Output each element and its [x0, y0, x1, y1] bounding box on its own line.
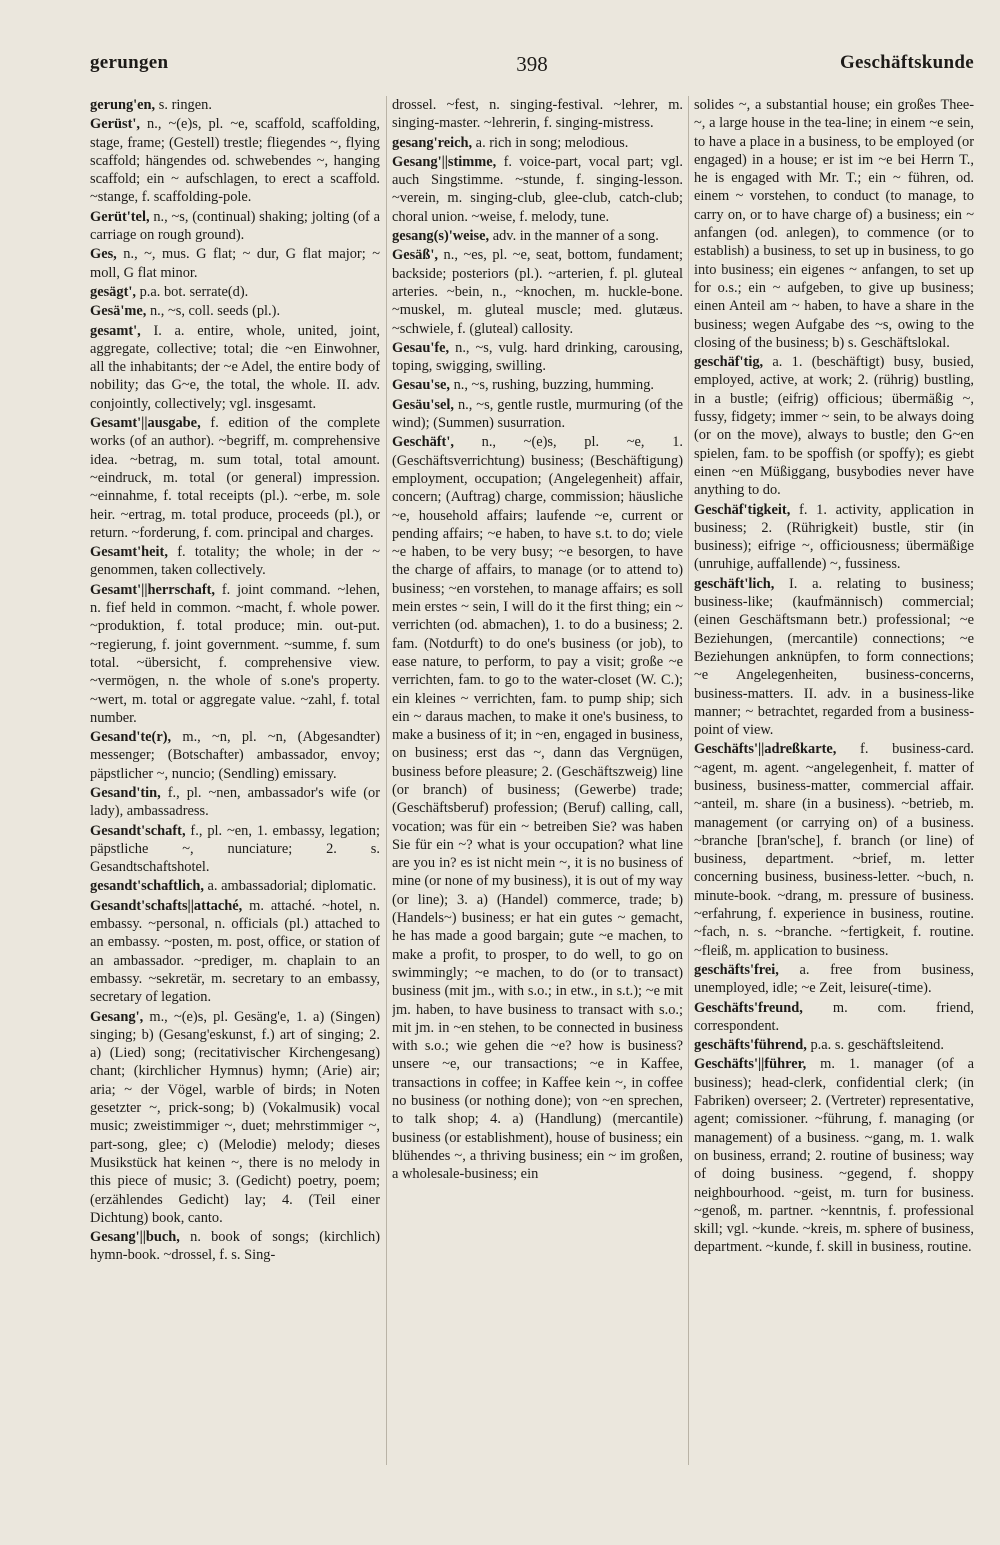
- dictionary-entry: [90, 728, 380, 783]
- entry-headword: geschäft'lich,: [694, 575, 775, 592]
- entry-definition: I. a. entire, whole, united, joint, aggregate, collective; total; die ~en Einwohner, all the inhabitants; der ~e Adel, the entire body of nobility; das G~e, the total, the whole. II. adv. conjointly, collectively; vgl. insgesamt.: [90, 322, 380, 412]
- dictionary-entry: [694, 96, 974, 352]
- dictionary-entry: [694, 999, 974, 1036]
- column-2: [392, 96, 683, 1475]
- entry-headword: Geschäf'tigkeit,: [694, 501, 791, 518]
- entry-definition: f. voice-part, vocal part; vgl. auch Singstimme. ~stunde, f. singing-lesson. ~verein, m. singing-club, glee-club, catch-club; choral union. ~weise, f. melody, tune.: [392, 153, 683, 225]
- dictionary-entry: [90, 208, 380, 245]
- column-1: [90, 96, 380, 1475]
- dictionary-entry: [392, 134, 683, 152]
- entry-headword: geschäfts'führend,: [694, 1037, 807, 1054]
- entry-definition: f. totality; the whole; in der ~ genommen, taken collectively.: [90, 544, 380, 579]
- dictionary-entry: [90, 1228, 380, 1265]
- entry-headword: Gesau'fe,: [392, 339, 450, 356]
- dictionary-entry: [90, 245, 380, 282]
- entry-definition: n., ~s, rushing, buzzing, humming.: [449, 377, 655, 394]
- entry-definition: s. ringen.: [155, 97, 212, 113]
- entry-definition: solides ~, a substantial house; ein großes Thee-~, a large house in the tea-line; in einem ~e sein, to have a place in a business, to be employed (or engaged) in a house; er ist im ~e bei Herrn T., he is engaged with Mr. T.; ein ~ führen, od. einem ~ vorstehen, to conduct (to manage, to carry on, or to have charge of) a business; ein ~ anfangen (od. anlegen), to commence (or to establish) a business, to set up in business, to go into business; ein eigenes ~ anfangen, to set up for o.s.; ein ~ aufgeben, to give up business; einen Anteil am ~ haben, to have a share in the business; wegen Aufgabe des ~s, owing to the closing of the business; b) s. Geschäftslokal.: [694, 97, 974, 351]
- dictionary-entry: [90, 581, 380, 727]
- entry-definition: n., ~(e)s, pl. ~e, 1. (Geschäftsverrichtung) business; (Beschäftigung) employment, occupation; (Angelegenheit) affair, concern; (Auftrag) charge, commission; häusliche ~e, household affairs; laufende ~e, current or pending affairs; ~e haben, to have s.t. to do; viele ~e haben, to be very busy; ~e besorgen, to have the charge of affairs, to manage (or to attend to) business; ~en vorstehen, to manage affairs; es soll mein erstes ~ sein, I will do it the first thing; ein ~ verrichten (od. abmachen), 1. to do a business; 2. fam. (Notdurft) to do one's business (or job), to ease nature, to perform, to pay a visit; große ~e verrichten, fam. to go to the water-closet (W. C.); ein kleines ~ verrichten, fam. to pump ship; sich ein ~ daraus machen, to make it one's business, to make a business of it; in ~en, engaged in business, on business; erst das ~, dann das Vergnügen, business before pleasure; 2. (Geschäftszweig) line (or branch) of business; (Gewerbe) trade; (Geschäftsberuf) profession; (Beruf) calling, call, vocation; was für ein ~ betreiben Sie? was haben Sie für ein ~? what is your occupation? what line are you in? es ist nicht mein ~, it is no business of mine (or none of my business), it is out of my way (or line); 3. a) (Handel) commerce, trade; b) (Handels~) business; er hat ein gutes ~ gemacht, he has made a good bargain; gute ~e machen, to make a profit, to prosper, to do well, to go on swimmingly; ~e machen, to do (or to transact) business (mit jm., with s.o.; in etw., in s.t.); ~e mit jm. haben, to have business to transact with s.o.; mit jm. in ~en stehen, to be connected in business with s.o.; wie gehen die ~e? how is business? unsere ~e, our transactions; ~e in Kaffee, transactions in coffee; in Kaffee kein ~, in coffee no business (or nothing done); von ~en sprechen, to talk shop; 4. a) (Handlung) (mercantile) business (or establishment), house of business; ein blühendes ~, a thriving business; ein ~ im großen, a wholesale-business; ein: [392, 434, 683, 1183]
- entry-headword: Gesamt'heit,: [90, 544, 168, 561]
- entry-definition: n., ~s, coll. seeds (pl.).: [146, 303, 281, 320]
- dictionary-entry: [90, 322, 380, 413]
- dictionary-entry: [694, 740, 974, 960]
- entry-headword: Gesau'se,: [392, 377, 450, 394]
- dictionary-entry: [90, 822, 380, 877]
- entry-definition: f. joint command. ~lehen, n. fief held in common. ~macht, f. whole power. ~produktion, f. total produce; min. out-put. ~regierung, f. joint government. ~summe, f. sum total. ~übersicht, f. comprehensive view. ~vermögen, n. the whole of s.one's property. ~wert, m. total or aggregate value. ~zahl, f. total number.: [90, 581, 380, 726]
- dictionary-entry: [90, 877, 380, 895]
- dictionary-entry: [90, 414, 380, 542]
- entry-definition: m., ~(e)s, pl. Gesäng'e, 1. a) (Singen) singing; b) (Gesang'eskunst, f.) art of singing; 2. a) (Lied) song; (recitativischer Kirchengesang) chant; (kirchlicher Hymnus) hymn; (Arie) air; aria; ~ der Vögel, warble of birds; in Noten gesetzter ~, prick-song; b) (Vokalmusik) vocal music; zweistimmiger ~, duet; mehrstimmiger ~, part-song, glee; c) (Melodie) melody; dieses Musikstück hat keinen ~, there is no melody in this piece of music; 3. (Gedicht) poetry, poem; (erzählendes Gedicht) lay; 4. (Teil einer Dichtung) book, canto.: [90, 1008, 380, 1226]
- entry-headword: Gesäu'sel,: [392, 396, 454, 413]
- entry-headword: Gesamt'||herrschaft,: [90, 581, 216, 598]
- entry-headword: Gerüt'tel,: [90, 208, 150, 225]
- entry-definition: f. business-card. ~agent, m. agent. ~angelegenheit, f. matter of business, business-matter, commercial affair. ~anteil, m. share (in a business). ~betrieb, m. management (or carrying on) of a business. ~branche [bran'sche], f. branch (or line) of business, department. ~brief, m. letter concerning business, business-letter. ~buch, n. minute-book. ~drang, m. pressure of business. ~erfahrung, f. experience in business, routine. ~fach, n. s. ~branche. ~fertigkeit, f. routine. ~fleiß, m. application to business.: [694, 741, 974, 959]
- entry-definition: adv. in the manner of a song.: [489, 228, 659, 245]
- dictionary-entry: [694, 1036, 974, 1054]
- entry-definition: f., pl. ~en, 1. embassy, legation; päpstliche ~, nunciature; 2. s. Gesandtschaftshotel.: [90, 822, 380, 876]
- dictionary-entry: [90, 897, 380, 1007]
- dictionary-entry: [90, 96, 380, 114]
- dictionary-entry: [694, 575, 974, 740]
- entry-definition: m. com. friend, correspondent.: [694, 999, 974, 1034]
- entry-headword: gerung'en,: [90, 97, 156, 113]
- entry-headword: Gesamt'||ausgabe,: [90, 415, 201, 432]
- dictionary-entry: [90, 302, 380, 320]
- dictionary-entry: [694, 353, 974, 499]
- entry-definition: n., ~(e)s, pl. ~e, scaffold, scaffolding, stage, frame; (Gestell) trestle; fliegendes ~, flying scaffold; hängendes od. schwebendes ~, hanging scaffold; ein ~ aufschlagen, to erect a scaffold. ~stange, f. scaffolding-pole.: [90, 116, 380, 206]
- entry-definition: n., ~, mus. G flat; ~ dur, G flat major; ~ moll, G flat minor.: [90, 246, 380, 281]
- entry-definition: m., ~n, pl. ~n, (Abgesandter) messenger; (Botschafter) ambassador, envoy; päpstlicher ~, nuncio; (Sendling) emissary.: [90, 729, 380, 782]
- entry-headword: gesandt'schaftlich,: [90, 878, 204, 895]
- entry-headword: Geschäfts'||führer,: [694, 1056, 807, 1073]
- entry-definition: p.a. bot. serrate(d).: [135, 283, 249, 300]
- entry-headword: Gesang'||buch,: [90, 1229, 180, 1246]
- dictionary-entry: [392, 227, 683, 245]
- entry-headword: gesang(s)'weise,: [392, 228, 490, 245]
- page-header: [90, 52, 974, 86]
- entry-headword: geschäf'tig,: [694, 354, 764, 371]
- entry-definition: f. 1. activity, application in business; 2. (Rührigkeit) bustle, stir (in business); eifrige ~, officiousness; übermäßige (unruhige, auffallende) ~, fussiness.: [694, 501, 974, 573]
- dictionary-entry: [392, 376, 683, 394]
- entry-definition: m. attaché. ~hotel, n. embassy. ~personal, n. officials (pl.) attached to an embassy. ~posten, m. post, office, or station of an ambassador. ~prediger, m. chaplain to an embassy. ~sekretär, m. secretary to an embassy, secretary of legation.: [90, 897, 380, 1006]
- entry-definition: a. free from business, unemployed, idle; ~e Zeit, leisure(-time).: [694, 961, 974, 997]
- entry-definition: n., ~s, vulg. hard drinking, carousing, toping, swigging, swilling.: [392, 339, 683, 375]
- entry-headword: Gesang',: [90, 1008, 144, 1025]
- entry-definition: n., ~s, (continual) shaking; jolting (of a carriage on rough ground).: [90, 208, 380, 244]
- entry-headword: Gesä'me,: [90, 303, 147, 320]
- entry-definition: a. 1. (beschäftigt) busy, busied, employed, active, at work; 2. (rührig) bustling, in a bustle; (eifrig) officious; übermäßig ~, fussy, fidgety; immer ~ sein, to be always doing (or on the move), always to bustle; den G~en spielen, fam. to be spoffish (or spoffy); es giebt einen ~en Müßiggang, busybodies never have anything to do.: [694, 354, 974, 499]
- entry-definition: n., ~es, pl. ~e, seat, bottom, fundament; backside; posteriors (pl.). ~arterien, f. pl. gluteal arteries. ~bein, n., ~knochen, m. huckle-bone. ~muskel, m. gluteal muscle; med. glutæus. ~schwiele, f. (gluteal) callosity.: [392, 247, 683, 337]
- dictionary-entry: [90, 784, 380, 821]
- dictionary-entry: [694, 501, 974, 574]
- dictionary-entry: [392, 153, 683, 226]
- column-divider: [386, 96, 387, 1465]
- dictionary-entry: [90, 115, 380, 206]
- dictionary-entry: [694, 961, 974, 998]
- column-divider: [688, 96, 689, 1465]
- entry-definition: I. a. relating to business; business-like; (kaufmännisch) commercial; (einen Geschäftsmann betr.) professional; ~e Beziehungen, (mercantile) connections; ~e Beziehungen anknüpfen, to form connections; ~e Angelegenheiten, business-concerns, business-matters. II. adv. in a business-like manner; ~ betrachtet, regarded from a business-point of view.: [694, 575, 974, 739]
- entry-definition: drossel. ~fest, n. singing-festival. ~lehrer, m. singing-master. ~lehrerin, f. singing-mistress.: [392, 97, 683, 132]
- page-number: 398: [516, 52, 548, 76]
- entry-headword: Gesandt'schaft,: [90, 822, 186, 839]
- entry-definition: a. rich in song; melodious.: [472, 134, 629, 151]
- header-left-catchword: gerungen: [90, 52, 169, 73]
- entry-definition: n. book of songs; (kirchlich) hymn-book. ~drossel, f. s. Sing-: [90, 1229, 380, 1264]
- dictionary-entry: [392, 396, 683, 433]
- entry-definition: f., pl. ~nen, ambassador's wife (or lady), ambassadress.: [90, 784, 380, 820]
- dictionary-entry: [392, 96, 683, 133]
- entry-definition: a. ambassadorial; diplomatic.: [203, 878, 377, 895]
- dictionary-entry: [392, 339, 683, 376]
- entry-headword: Gesandt'schafts||attaché,: [90, 897, 243, 914]
- entry-headword: Ges,: [90, 246, 117, 263]
- dictionary-entry: [392, 433, 683, 1183]
- dictionary-entry: [90, 1008, 380, 1228]
- entry-definition: m. 1. manager (of a business); head-clerk, confidential clerk; (in Fabriken) overseer; 2. (Vertreter) representative, agent; comissioner. ~führung, f. managing (or management) of a business. ~gang, m. 1. walk on business, errand; 2. routine of business; way of doing business. ~gegend, f. shoppy neighbourhood. ~geist, m. turn for business. ~genoß, m. partner. ~kenntnis, f. professional skill; vgl. ~kunde. ~kreis, m. sphere of business, department. ~kunde, f. skill in business, routine.: [694, 1056, 974, 1256]
- entry-definition: f. edition of the complete works (of an author). ~begriff, m. comprehensive idea. ~betrag, m. sum total, total amount. ~eindruck, m. total (or general) impression. ~einnahme, f. total receipts (pl.). ~erbe, m. sole heir. ~ertrag, m. total produce, proceeds (pl.), or return. ~forderung, f. com. principal and charges.: [90, 415, 380, 541]
- entry-headword: gesägt',: [90, 283, 136, 300]
- dictionary-entry: [392, 246, 683, 337]
- dictionary-entry: [90, 543, 380, 580]
- entry-headword: geschäfts'frei,: [694, 961, 779, 978]
- entry-headword: Geschäft',: [392, 434, 454, 451]
- header-right-catchword: Geschäftskunde: [839, 52, 974, 73]
- entry-headword: gesang'reich,: [392, 134, 473, 151]
- entry-headword: Geschäfts'||adreßkarte,: [694, 741, 837, 758]
- column-3: [694, 96, 974, 1475]
- entry-headword: Gesang'||stimme,: [392, 153, 497, 170]
- entry-headword: Gesäß',: [392, 247, 438, 264]
- entry-headword: Geschäfts'freund,: [694, 999, 803, 1016]
- entry-headword: Gesand'te(r),: [90, 729, 172, 746]
- dictionary-entry: [90, 283, 380, 301]
- entry-headword: Gesand'tin,: [90, 784, 161, 801]
- dictionary-entry: [694, 1055, 974, 1256]
- entry-headword: gesamt',: [90, 322, 141, 339]
- entry-headword: Gerüst',: [90, 116, 140, 133]
- entry-definition: p.a. s. geschäftsleitend.: [806, 1037, 944, 1054]
- entry-definition: n., ~s, gentle rustle, murmuring (of the wind); (Summen) susurration.: [392, 396, 683, 432]
